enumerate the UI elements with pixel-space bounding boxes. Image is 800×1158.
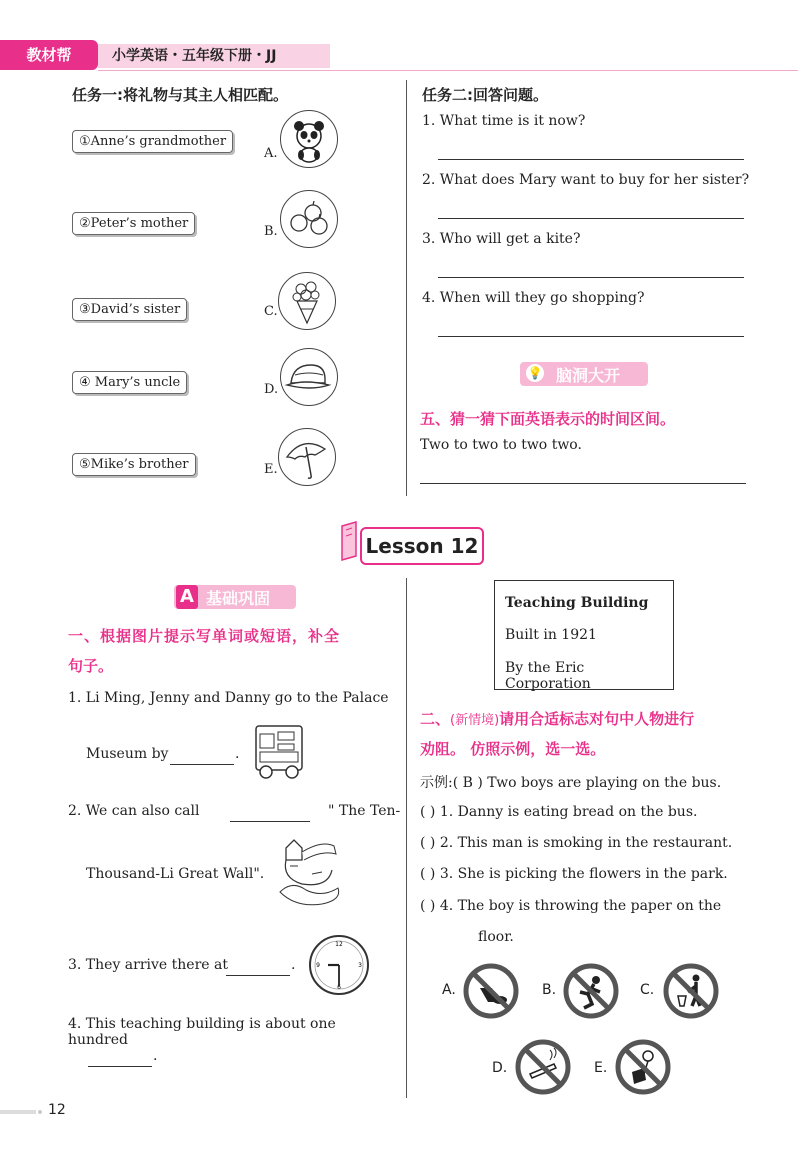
panda-icon [280,110,338,168]
brand-tab: 教材帮 [0,40,98,70]
svg-text:6: 6 [337,984,341,991]
exercise-3-blank[interactable] [226,975,290,976]
exercise-1-line1: 1. Li Ming, Jenny and Danny go to the Palace [68,690,389,706]
brain-title: 五、猜一猜下面英语表示的时间区间。 [420,410,676,428]
sign-letter-a: A. [442,982,456,998]
umbrella-icon [278,428,336,486]
exercise-1-blank[interactable] [170,764,234,765]
flowers-icon [278,272,336,330]
exercise-3-period: . [291,957,296,973]
cap-icon [280,348,338,406]
gift-letter-a: A. [264,146,278,161]
question-4: 4. When will they go shopping? [422,290,645,306]
section-a-label: 基础巩固 [206,589,271,608]
section-2-item-4-cont: floor. [478,929,514,945]
gift-letter-e: E. [264,462,278,477]
gift-letter-b: B. [264,224,278,239]
exercise-2-blank[interactable] [230,821,310,822]
section-2-item-1: ( ) 1. Danny is eating bread on the bus. [420,804,698,820]
exercise-4-line1: 4. This teaching building is about one hundred [68,1016,336,1048]
section-2-tag: (新情境) [450,713,500,728]
sign-letter-d: D. [492,1060,508,1076]
section-2-item-2: ( ) 2. This man is smoking in the restaurant. [420,835,733,851]
exercise-2-line1-tail: " The Ten- [328,803,401,819]
book-subtitle: 小学英语・五年级下册・JJ [98,44,330,68]
exercise-4-blank[interactable] [88,1066,152,1067]
column-divider-top [406,80,407,496]
section-2-prefix: 二、 [420,710,451,728]
svg-text:9: 9 [316,962,320,969]
answer-line-3[interactable] [438,277,744,278]
brain-prompt: Two to two to two two. [420,437,582,453]
no-playing-icon [562,962,620,1020]
question-3: 3. Who will get a kite? [422,231,581,247]
clock-icon [306,932,372,998]
section-a-title-cont: 句子。 [68,657,114,675]
svg-text:3: 3 [358,962,362,969]
task1-title: 任务一:将礼物与其主人相匹配。 [72,86,289,104]
person-box-1: ①Anne’s grandmother [72,130,233,153]
answer-line-1[interactable] [438,159,744,160]
brain-badge [520,362,648,386]
svg-text:12: 12 [335,941,343,948]
sign-line-2: Built in 1921 [505,627,597,643]
answer-line-4[interactable] [438,336,744,337]
exercise-1-period: . [235,746,240,762]
question-1: 1. What time is it now? [422,113,586,129]
question-2: 2. What does Mary want to buy for her sister? [422,172,750,188]
section-2-title-cont: 劝阻。 仿照示例，选一选。 [420,740,606,758]
exercise-1-line2: Museum by [86,746,169,762]
section-2-title-text: 请用合适标志对句中人物进行 [499,710,695,728]
person-box-5: ⑤Mike’s brother [72,453,196,476]
lesson-title: Lesson 12 [360,527,484,565]
sign-letter-e: E. [594,1060,608,1076]
section-2-item-4: ( ) 4. The boy is throwing the paper on the [420,898,722,914]
page-number: 12 [48,1102,66,1118]
gift-letter-c: C. [264,304,278,319]
gift-letter-d: D. [264,382,279,397]
brain-answer-line[interactable] [420,483,746,484]
column-divider-bottom [406,578,407,1098]
exercise-2-line2: Thousand-Li Great Wall". [86,866,265,882]
person-box-2: ②Peter’s mother [72,212,195,235]
teaching-building-sign [494,580,674,690]
exercise-3: 3. They arrive there at [68,957,228,973]
section-a-letter: A [176,585,198,609]
sign-line-1: Teaching Building [505,595,649,611]
sign-letter-b: B. [542,982,557,998]
apples-icon [280,190,338,248]
great-wall-icon [272,830,348,910]
section-a-title: 一、根据图片提示写单词或短语，补全 [68,627,341,645]
no-smoking-icon [514,1038,572,1096]
footer-bar [0,1110,36,1114]
section-a-badge [174,585,296,609]
person-box-3: ③David’s sister [72,298,187,321]
exercise-2-line1: 2. We can also call [68,803,200,819]
section-2-example: 示例:( B ) Two boys are playing on the bus. [420,775,722,791]
person-box-4: ④ Mary’s uncle [72,371,187,394]
no-eating-icon [462,962,520,1020]
book-icon [338,520,360,562]
brain-badge-label: 脑洞大开 [556,366,621,385]
no-picking-flowers-icon [614,1038,672,1096]
sign-line-3: By the Eric Corporation [505,660,591,692]
lightbulb-icon: 💡 [527,366,543,380]
bus-icon [250,722,308,784]
exercise-4-period: . [153,1048,158,1064]
section-2-title [420,708,694,729]
section-2-item-3: ( ) 3. She is picking the flowers in the park. [420,866,728,882]
header-divider [98,70,798,71]
no-littering-icon [662,962,720,1020]
answer-line-2[interactable] [438,218,744,219]
task2-title: 任务二:回答问题。 [422,86,548,104]
sign-letter-c: C. [640,982,655,998]
footer-dot [38,1110,42,1114]
